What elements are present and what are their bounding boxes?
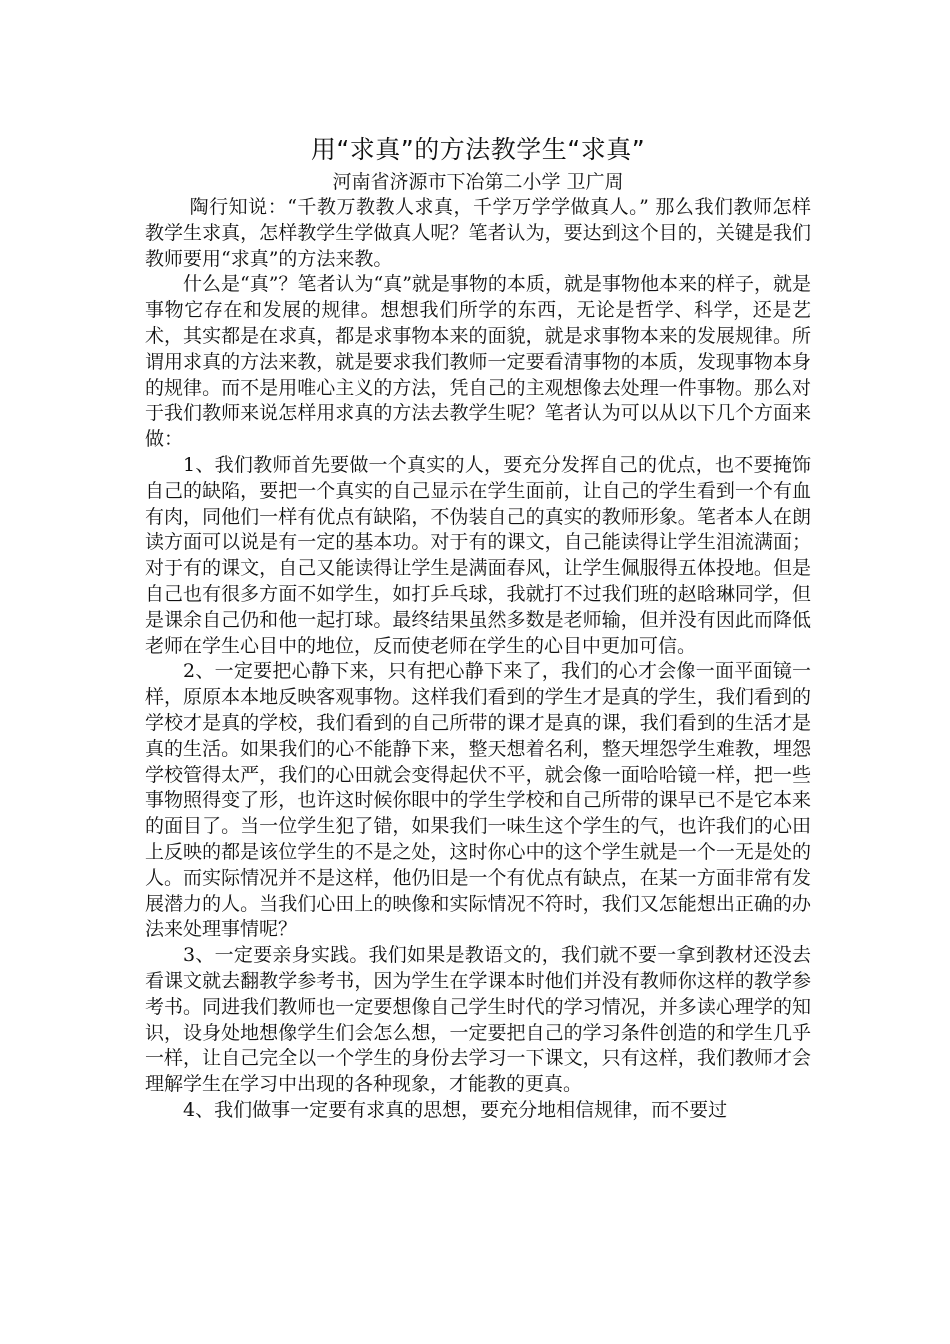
paragraph-point-4: 4、我们做事一定要有求真的思想，要充分地相信规律，而不要过 [183, 1098, 728, 1121]
paragraph-point-3: 3、一定要亲身实践。我们如果是教语文的，我们就不要一拿到教材还没去看课文就去翻教学参考书，因为学生在学课本时他们并没有教师你这样的教学参考书。同进我们教师也一定要想像自己学生时代的学习情况，并多读心理学的知识，设身处地想像学生们会怎么想，一定要把自己的学习条件创造的和学生几乎一样，让自己完全以一个学生的身份去学习一下课文，只有这样，我们教师才会理解学生在学习中出现的各种现象，才能教的更真。 [145, 944, 811, 1096]
document-title: 用“求真”的方法教学生“求真” [310, 135, 646, 164]
author-line: 河南省济源市下冶第二小学 卫广周 [332, 171, 624, 193]
paragraph-intro: 陶行知说：“千教万教教人求真，千学万学学做真人。” 那么我们教师怎样教学生求真，怎样教学生学做真人呢？笔者认为，要达到这个目的，关键是我们教师要用“求真”的方法来教。 [145, 196, 811, 270]
paragraph-point-2: 2、一定要把心静下来，只有把心静下来了，我们的心才会像一面平面镜一样，原原本本地反映客观事物。这样我们看到的学生才是真的学生，我们看到的学校才是真的学校，我们看到的自己所带的课才是真的课，我们看到的生活才是真的生活。如果我们的心不能静下来，整天想着名利，整天埋怨学生难教，埋怨学校管得太严，我们的心田就会变得起伏不平，就会像一面哈哈镜一样，把一些事物照得变了形，也许这时候你眼中的学生学校和自己所带的课早已不是它本来的面目了。当一位学生犯了错，如果我们一味生这个学生的气，也许我们的心田上反映的都是该位学生的不是之处，这时你心中的这个学生就是一个一无是处的人。而实际情况并不是这样，他仍旧是一个有优点有缺点，在某一方面非常有发展潜力的人。当我们心田上的映像和实际情况不符时，我们又怎能想出正确的办法来处理事情呢？ [145, 660, 811, 941]
document-body [145, 131, 811, 1124]
paragraph-what-is-truth: 什么是“真”？笔者认为“真”就是事物的本质，就是事物他本来的样子，就是事物它存在和发展的规律。想想我们所学的东西，无论是哲学、科学，还是艺术，其实都是在求真，都是求事物本来的面貌，就是求事物本来的发展规律。所谓用求真的方法来教，就是要求我们教师一定要看清事物的本质，发现事物本身的规律。而不是用唯心主义的方法，凭自己的主观想像去处理一件事物。那么对于我们教师来说怎样用求真的方法去教学生呢？笔者认为可以从以下几个方面来做： [145, 273, 811, 451]
paragraph-point-1: 1、我们教师首先要做一个真实的人，要充分发挥自己的优点，也不要掩饰自己的缺陷，要把一个真实的自己显示在学生面前，让自己的学生看到一个有血有肉，同他们一样有优点有缺陷，不伪装自己的真实的教师形象。笔者本人在朗读方面可以说是有一定的基本功。对于有的课文，自己能读得让学生泪流满面；对于有的课文，自己又能读得让学生是满面春风，让学生佩服得五体投地。但是自己也有很多方面不如学生，如打乒乓球，我就打不过我们班的赵晗琳同学，但是课余自己仍和他一起打球。最终结果虽然多数是老师输，但并没有因此而降低老师在学生心目中的地位，反而使老师在学生的心目中更加可信。 [145, 453, 811, 657]
